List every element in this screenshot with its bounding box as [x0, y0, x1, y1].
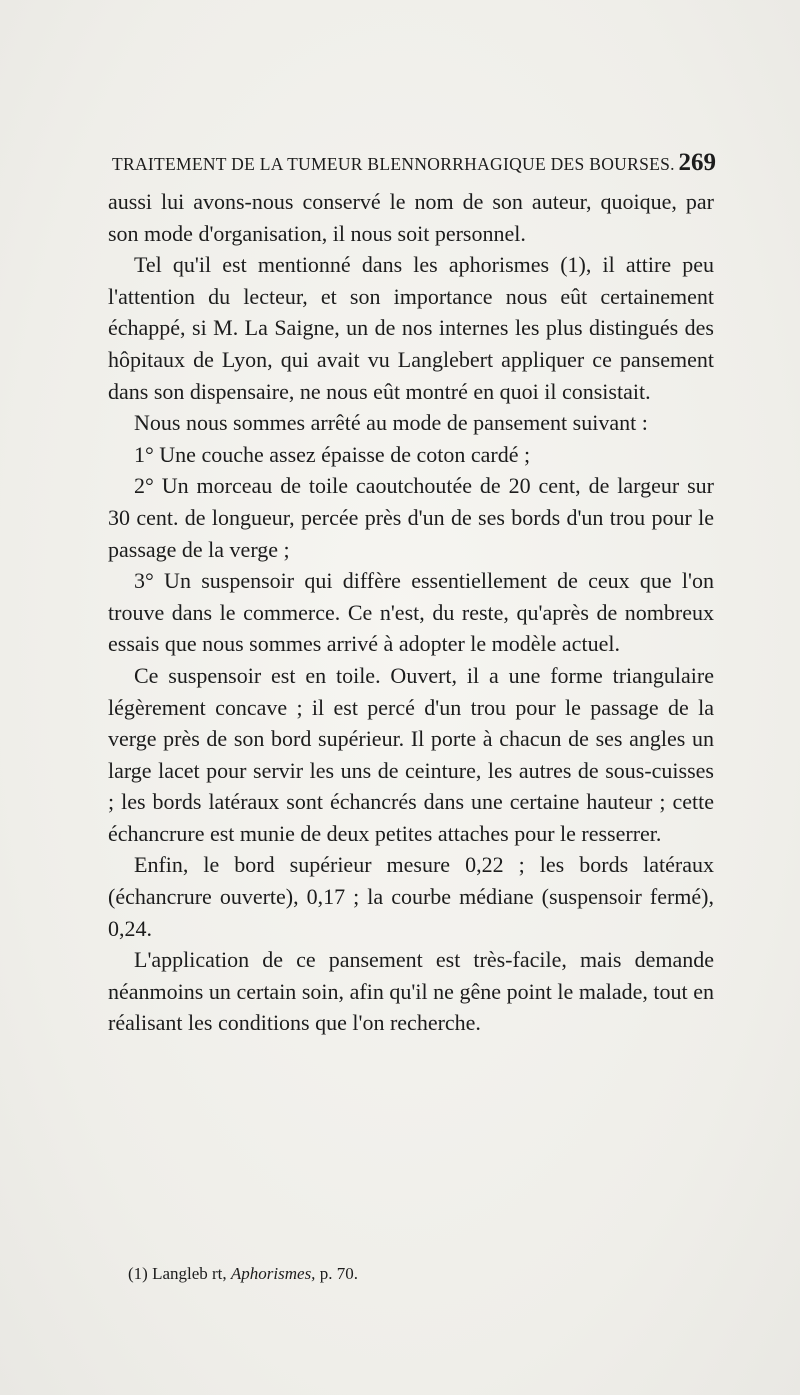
footnote-page: p. 70.	[319, 1264, 358, 1283]
footnote-work: Aphorismes,	[230, 1264, 316, 1283]
list-item-coton: 1° Une couche assez épaisse de coton cardé ;	[134, 441, 531, 467]
body-text	[108, 186, 714, 1039]
footnote-marker: (1) Langleb rt,	[128, 1264, 227, 1283]
paragraph-suspensoir-description: Ce suspensoir est en toile. Ouvert, il a une forme triangulaire légèrement concave ; il est percé d'un trou pour le passage de la verge près de son bord supérieur. Il porte à chacun de ses angles un large lacet pour servir les uns de ceinture, les autres de sous-cuisses ; les bords latéraux sont échancrés dans une certaine hauteur ; cette échancrure est munie de deux petites attaches pour le resserrer.	[108, 662, 714, 846]
page-number: 269	[678, 149, 716, 176]
paragraph-continuation: aussi lui avons-nous conservé le nom de son auteur, quoique, par son mode d'organisation, il nous soit personnel.	[108, 189, 714, 246]
list-item-toile: 2° Un morceau de toile caoutchoutée de 20 cent, de largeur sur 30 cent. de longueur, percée près d'un de ses bords d'un trou pour le passage de la verge ;	[108, 473, 714, 562]
running-head-title: TRAITEMENT DE LA TUMEUR BLENNORRHAGIQUE DES BOURSES.	[112, 154, 675, 174]
paragraph-application: L'application de ce pansement est très-facile, mais demande néanmoins un certain soin, afin qu'il ne gêne point le malade, tout en réalisant les conditions que l'on recherche.	[108, 947, 714, 1036]
paragraph-aphorismes: Tel qu'il est mentionné dans les aphorismes (1), il attire peu l'attention du lecteur, et son importance nous eût certainement échappé, si M. La Saigne, un de nos internes les plus distingués des hôpitaux de Lyon, qui avait vu Langlebert appliquer ce pansement dans son dispensaire, ne nous eût montré en quoi il consistait.	[108, 252, 714, 404]
running-head	[112, 149, 716, 177]
paragraph-mode-pansement: Nous nous sommes arrêté au mode de pansement suivant :	[134, 410, 648, 436]
footnote	[128, 1264, 688, 1284]
paragraph-mesures: Enfin, le bord supérieur mesure 0,22 ; les bords latéraux (échancrure ouverte), 0,17 ; la courbe médiane (suspensoir fermé), 0,24.	[108, 852, 714, 941]
list-item-suspensoir: 3° Un suspensoir qui diffère essentiellement de ceux que l'on trouve dans le commerce. Ce n'est, du reste, qu'après de nombreux essais que nous sommes arrivé à adopter le modèle actuel.	[108, 568, 714, 657]
